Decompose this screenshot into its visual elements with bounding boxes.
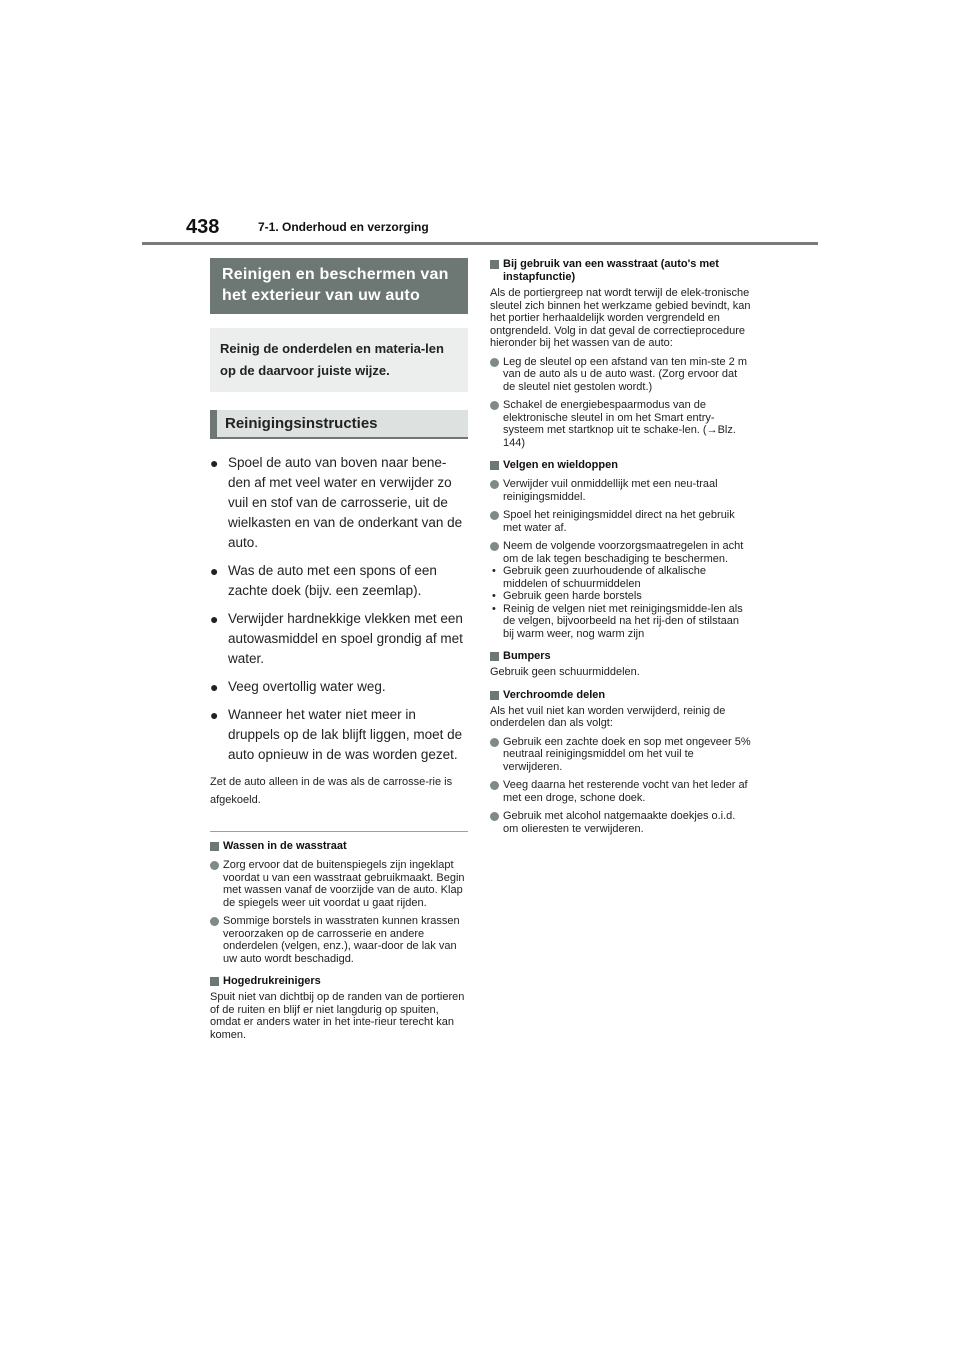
square-bullet-icon	[210, 977, 219, 986]
pressure-washer-heading: Hogedrukreinigers	[210, 975, 468, 988]
chrome-text: Als het vuil niet kan worden verwijderd, reinig de onderdelen dan als volgt:	[490, 704, 726, 729]
list-item: • Reinig de velgen niet met reinigingsmidde-len als de velgen, bijvoorbeeld na het rij-den of stilstaan bij warm weer, nog warm zijn	[492, 602, 743, 640]
bullet-icon: ●	[210, 707, 219, 723]
list-item: Sommige borstels in wasstraten kunnen krassen veroorzaken op de carrosserie en andere onderdelen (velgen, enz.), waar-door de lak van uw auto wordt beschadigd.	[210, 915, 468, 965]
bullet-icon: ●	[210, 611, 219, 627]
list-item: Veeg daarna het resterende vocht van het leder af met een droge, schone doek.	[490, 779, 752, 804]
page-number: 438	[186, 216, 220, 238]
cleaning-instructions-heading: Reinigingsinstructies	[210, 410, 468, 439]
car-wash-heading: Wassen in de wasstraat	[210, 840, 468, 853]
circle-bullet-icon	[490, 738, 499, 747]
right-column	[490, 258, 752, 835]
list-item: ● Spoel de auto van boven naar bene-den af met veel water en verwijder zo vuil en stof van de carrosserie, uit de wielkasten en van de onderkant van de auto.	[210, 455, 463, 550]
bumpers-text: Gebruik geen schuurmiddelen.	[490, 666, 640, 678]
section-title: 7-1. Onderhoud en verzorging	[258, 220, 429, 234]
square-bullet-icon	[490, 260, 499, 269]
square-bullet-icon	[490, 691, 499, 700]
list-item: Spoel het reinigingsmiddel direct na het gebruik met water af.	[490, 509, 752, 534]
circle-bullet-icon	[490, 781, 499, 790]
smart-entry-heading: Bij gebruik van een wasstraat (auto's met instapfunctie)	[490, 258, 752, 284]
square-bullet-icon	[490, 652, 499, 661]
smart-entry-text: Als de portiergreep nat wordt terwijl de elek-tronische sleutel zich binnen het werkzame gebied bevindt, kan het portier herhaaldelijk worden vergrendeld en ontgrendeld. Volg in dat geval de correctieprocedure hieronder bij het wassen van de auto:	[490, 287, 751, 349]
circle-bullet-icon	[490, 401, 499, 410]
left-column	[210, 258, 468, 1041]
list-item: Neem de volgende voorzorgsmaatregelen in acht om de lak tegen beschadiging te beschermen.	[490, 540, 752, 565]
list-item: Gebruik met alcohol natgemaakte doekjes o.i.d. om olieresten te verwijderen.	[490, 810, 752, 835]
list-item: Gebruik een zachte doek en sop met ongeveer 5% neutraal reinigingsmiddel om het vuil te verwijderen.	[490, 736, 752, 774]
square-bullet-icon	[490, 461, 499, 470]
dot-bullet-icon: •	[492, 602, 496, 615]
circle-bullet-icon	[490, 480, 499, 489]
bullet-icon: ●	[210, 455, 219, 471]
list-item: Zorg ervoor dat de buitenspiegels zijn ingeklapt voordat u van een wasstraat gebruikmaakt. Begin met wassen vanaf de voorzijde van de auto. Klap de spiegels weer uit voordat u gaat rijden.	[210, 859, 468, 909]
dot-bullet-icon: •	[492, 590, 496, 602]
cleaning-steps-list	[210, 453, 468, 765]
header-rule	[142, 242, 818, 245]
intro-box: Reinig de onderdelen en materia-len op de daarvoor juiste wijze.	[210, 328, 468, 392]
list-item: • Gebruik geen zuurhoudende of alkalische middelen of schuurmiddelen	[492, 565, 707, 590]
list-item: ● Veeg overtollig water weg.	[210, 679, 386, 695]
bullet-icon: ●	[210, 679, 219, 695]
dot-bullet-icon: •	[492, 565, 496, 577]
list-item: ● Verwijder hardnekkige vlekken met een autowasmiddel en spoel grondig af met water.	[210, 611, 463, 666]
list-item: ● Wanneer het water niet meer in druppels op de lak blijft liggen, moet de auto opnieuw in de was worden gezet.	[210, 707, 463, 762]
circle-bullet-icon	[490, 511, 499, 520]
list-item: Verwijder vuil onmiddellijk met een neu-traal reinigingsmiddel.	[490, 478, 752, 503]
wheels-heading: Velgen en wieldoppen	[490, 459, 752, 472]
pressure-washer-text: Spuit niet van dichtbij op de randen van de portieren of de ruiten en blijf er niet langdurig op spuiten, omdat er anders water in het inte-rieur terecht kan komen.	[210, 991, 465, 1041]
bullet-icon: ●	[210, 563, 219, 579]
circle-bullet-icon	[490, 812, 499, 821]
note-text: Zet de auto alleen in de was als de carrosse-rie is afgekoeld.	[210, 776, 453, 806]
circle-bullet-icon	[210, 917, 219, 926]
list-item: ● Was de auto met een spons of een zachte doek (bijv. een zeemlap).	[210, 563, 437, 598]
list-item: Leg de sleutel op een afstand van ten min-ste 2 m van de auto als u de auto wast. (Zorg ervoor dat de sleutel niet gestolen wordt.)	[490, 356, 752, 394]
topic-title: Reinigen en beschermen van het exterieur van uw auto	[210, 258, 468, 314]
circle-bullet-icon	[490, 542, 499, 551]
bumpers-heading: Bumpers	[490, 650, 752, 663]
divider	[210, 831, 468, 832]
list-item: Schakel de energiebespaarmodus van de elektronische sleutel in om het Smart entry-systeem met startknop uit te schake-len. (→Blz. 144)	[490, 399, 752, 449]
circle-bullet-icon	[210, 861, 219, 870]
circle-bullet-icon	[490, 358, 499, 367]
square-bullet-icon	[210, 842, 219, 851]
list-item: • Gebruik geen harde borstels	[492, 590, 642, 602]
chrome-heading: Verchroomde delen	[490, 689, 752, 702]
